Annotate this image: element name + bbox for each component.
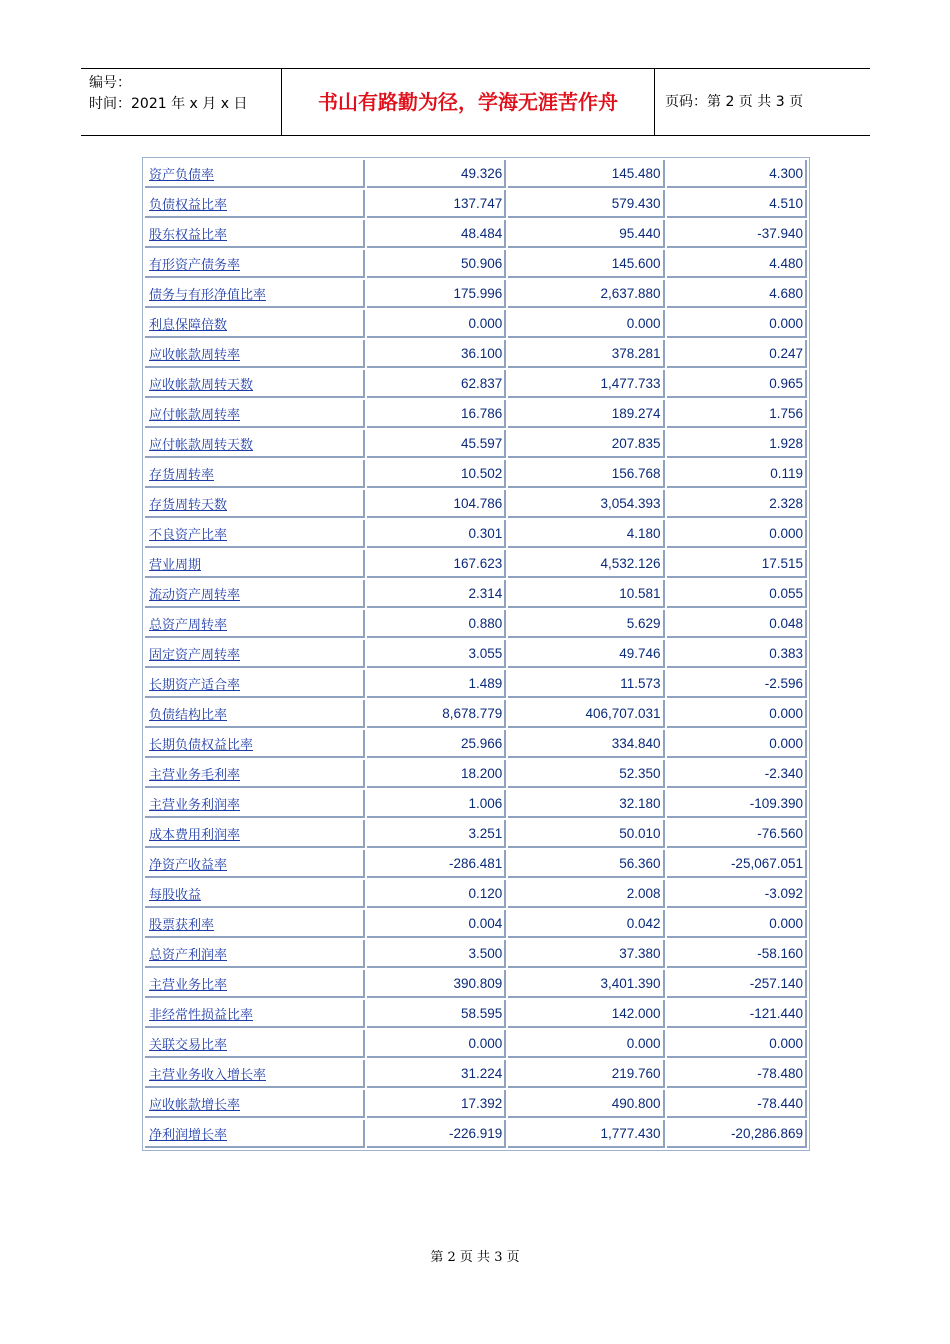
metric-link[interactable]: 应收帐款增长率 (149, 1097, 241, 1113)
value-cell-2: 10.581 (508, 580, 664, 608)
value-cell-2: 0.000 (508, 1030, 664, 1058)
value-cell-3: 0.000 (667, 520, 807, 548)
metric-name-cell (145, 1090, 365, 1118)
value-cell-1: 25.966 (367, 730, 506, 758)
value-cell-2: 4.180 (508, 520, 664, 548)
value-cell-3: 0.383 (667, 640, 807, 668)
value-cell-1: 0.880 (367, 610, 506, 638)
table-row (145, 970, 807, 998)
table-row (145, 1030, 807, 1058)
metric-link[interactable]: 应收帐款周转天数 (149, 377, 254, 393)
code-label: 编号： (89, 75, 131, 91)
value-cell-3: 0.000 (667, 310, 807, 338)
metric-link[interactable]: 非经常性损益比率 (149, 1007, 254, 1023)
metric-name-cell (145, 340, 365, 368)
metric-name-cell (145, 250, 365, 278)
header-meta (81, 69, 282, 135)
metric-link[interactable]: 每股收益 (149, 887, 202, 903)
value-cell-3: 0.119 (667, 460, 807, 488)
value-cell-1: 1.489 (367, 670, 506, 698)
metric-link[interactable]: 流动资产周转率 (149, 587, 241, 603)
value-cell-3: 0.048 (667, 610, 807, 638)
metric-name-cell (145, 610, 365, 638)
value-cell-1: 0.301 (367, 520, 506, 548)
metric-link[interactable]: 利息保障倍数 (149, 317, 228, 333)
metric-name-cell (145, 850, 365, 878)
value-cell-1: 17.392 (367, 1090, 506, 1118)
metric-link[interactable]: 固定资产周转率 (149, 647, 241, 663)
value-cell-1: 3.500 (367, 940, 506, 968)
metric-name-cell (145, 370, 365, 398)
value-cell-2: 207.835 (508, 430, 664, 458)
value-cell-3: -3.092 (667, 880, 807, 908)
value-cell-1: 48.484 (367, 220, 506, 248)
table-row (145, 430, 807, 458)
value-cell-3: -78.440 (667, 1090, 807, 1118)
value-cell-1: 62.837 (367, 370, 506, 398)
table-row (145, 370, 807, 398)
table-row (145, 550, 807, 578)
metric-name-cell (145, 1000, 365, 1028)
table-row (145, 640, 807, 668)
metric-link[interactable]: 资产负债率 (149, 167, 215, 183)
value-cell-1: 104.786 (367, 490, 506, 518)
metric-link[interactable]: 成本费用利润率 (149, 827, 241, 843)
value-cell-1: 31.224 (367, 1060, 506, 1088)
value-cell-1: -286.481 (367, 850, 506, 878)
metric-link[interactable]: 关联交易比率 (149, 1037, 228, 1053)
metric-link[interactable]: 应付帐款周转天数 (149, 437, 254, 453)
value-cell-3: 4.480 (667, 250, 807, 278)
table-row (145, 610, 807, 638)
metric-name-cell (145, 520, 365, 548)
value-cell-2: 406,707.031 (508, 700, 664, 728)
value-cell-2: 142.000 (508, 1000, 664, 1028)
value-cell-2: 490.800 (508, 1090, 664, 1118)
table-row (145, 1120, 807, 1148)
value-cell-2: 156.768 (508, 460, 664, 488)
header-motto: 书山有路勤为径，学海无涯苦作舟 (282, 69, 655, 135)
value-cell-1: 2.314 (367, 580, 506, 608)
metric-name-cell (145, 430, 365, 458)
header-page-info: 页码：第 2 页 共 3 页 (665, 94, 804, 110)
value-cell-3: 0.247 (667, 340, 807, 368)
value-cell-2: 0.000 (508, 310, 664, 338)
value-cell-3: 1.756 (667, 400, 807, 428)
value-cell-3: -2.340 (667, 760, 807, 788)
metric-name-cell (145, 310, 365, 338)
metric-link[interactable]: 应收帐款周转率 (149, 347, 241, 363)
table-row (145, 1000, 807, 1028)
value-cell-1: 8,678.779 (367, 700, 506, 728)
table-row (145, 700, 807, 728)
value-cell-2: 145.480 (508, 160, 664, 188)
metric-link[interactable]: 负债结构比率 (149, 707, 228, 723)
value-cell-3: 0.965 (667, 370, 807, 398)
metric-link[interactable]: 主营业务比率 (149, 977, 228, 993)
metric-name-cell (145, 190, 365, 218)
value-cell-3: -76.560 (667, 820, 807, 848)
metric-name-cell (145, 670, 365, 698)
value-cell-3: -58.160 (667, 940, 807, 968)
value-cell-2: 1,477.733 (508, 370, 664, 398)
table-row (145, 940, 807, 968)
metric-name-cell (145, 220, 365, 248)
value-cell-3: 17.515 (667, 550, 807, 578)
value-cell-3: 4.510 (667, 190, 807, 218)
metric-name-cell (145, 580, 365, 608)
table-row (145, 490, 807, 518)
value-cell-2: 50.010 (508, 820, 664, 848)
metric-name-cell (145, 1060, 365, 1088)
value-cell-2: 2,637.880 (508, 280, 664, 308)
value-cell-2: 56.360 (508, 850, 664, 878)
metric-link[interactable]: 总资产利润率 (149, 947, 228, 963)
value-cell-3: 0.000 (667, 730, 807, 758)
value-cell-2: 4,532.126 (508, 550, 664, 578)
table-row (145, 520, 807, 548)
value-cell-3: -25,067.051 (667, 850, 807, 878)
page-footer: 第 2 页 共 3 页 (430, 1250, 520, 1265)
metric-name-cell (145, 160, 365, 188)
metric-link[interactable]: 净资产收益率 (149, 857, 228, 873)
metric-link[interactable]: 股票获利率 (149, 917, 215, 933)
value-cell-2: 378.281 (508, 340, 664, 368)
value-cell-1: 49.326 (367, 160, 506, 188)
metric-name-cell (145, 640, 365, 668)
value-cell-1: 45.597 (367, 430, 506, 458)
financial-ratio-table (142, 157, 810, 1151)
metric-link[interactable]: 主营业务利润率 (149, 797, 241, 813)
value-cell-3: 0.000 (667, 1030, 807, 1058)
metric-name-cell (145, 550, 365, 578)
metric-link[interactable]: 负债权益比率 (149, 197, 228, 213)
metric-link[interactable]: 不良资产比率 (149, 527, 228, 543)
metric-name-cell (145, 880, 365, 908)
metric-name-cell (145, 490, 365, 518)
metric-name-cell (145, 1030, 365, 1058)
metric-link[interactable]: 债务与有形净值比率 (149, 287, 267, 303)
value-cell-3: 4.300 (667, 160, 807, 188)
value-cell-3: 0.000 (667, 910, 807, 938)
value-cell-1: -226.919 (367, 1120, 506, 1148)
metric-name-cell (145, 280, 365, 308)
value-cell-2: 145.600 (508, 250, 664, 278)
value-cell-2: 334.840 (508, 730, 664, 758)
value-cell-2: 0.042 (508, 910, 664, 938)
metric-link[interactable]: 主营业务收入增长率 (149, 1067, 267, 1083)
table-row (145, 250, 807, 278)
table-row (145, 670, 807, 698)
value-cell-1: 0.000 (367, 310, 506, 338)
value-cell-1: 3.251 (367, 820, 506, 848)
value-cell-1: 58.595 (367, 1000, 506, 1028)
metric-link[interactable]: 主营业务毛利率 (149, 767, 241, 783)
metric-name-cell (145, 460, 365, 488)
value-cell-2: 3,401.390 (508, 970, 664, 998)
value-cell-1: 18.200 (367, 760, 506, 788)
page-header (81, 68, 870, 136)
table-row (145, 880, 807, 908)
table-row (145, 310, 807, 338)
value-cell-2: 37.380 (508, 940, 664, 968)
table-row (145, 160, 807, 188)
value-cell-2: 579.430 (508, 190, 664, 218)
table-row (145, 790, 807, 818)
metric-name-cell (145, 400, 365, 428)
metric-link[interactable]: 应付帐款周转率 (149, 407, 241, 423)
table-row (145, 580, 807, 608)
value-cell-2: 49.746 (508, 640, 664, 668)
table-row (145, 1090, 807, 1118)
value-cell-3: -109.390 (667, 790, 807, 818)
metric-name-cell (145, 790, 365, 818)
metric-link[interactable]: 长期资产适合率 (149, 677, 241, 693)
table-row (145, 220, 807, 248)
metric-link[interactable]: 股东权益比率 (149, 227, 228, 243)
value-cell-1: 36.100 (367, 340, 506, 368)
value-cell-3: 0.000 (667, 700, 807, 728)
value-cell-1: 50.906 (367, 250, 506, 278)
metric-name-cell (145, 910, 365, 938)
metric-link[interactable]: 净利润增长率 (149, 1127, 228, 1143)
metric-name-cell (145, 970, 365, 998)
value-cell-1: 390.809 (367, 970, 506, 998)
value-cell-3: 0.055 (667, 580, 807, 608)
value-cell-3: -2.596 (667, 670, 807, 698)
table-row (145, 910, 807, 938)
metric-link[interactable]: 营业周期 (149, 557, 202, 573)
metric-name-cell (145, 760, 365, 788)
value-cell-1: 137.747 (367, 190, 506, 218)
value-cell-3: -78.480 (667, 1060, 807, 1088)
table-row (145, 190, 807, 218)
table-row (145, 460, 807, 488)
value-cell-1: 0.120 (367, 880, 506, 908)
time-label: 时间：2021 年 x 月 x 日 (89, 96, 248, 112)
metric-name-cell (145, 1120, 365, 1148)
metric-link[interactable]: 存货周转天数 (149, 497, 228, 513)
metric-link[interactable]: 存货周转率 (149, 467, 215, 483)
metric-link[interactable]: 长期负债权益比率 (149, 737, 254, 753)
value-cell-1: 10.502 (367, 460, 506, 488)
value-cell-1: 3.055 (367, 640, 506, 668)
value-cell-1: 167.623 (367, 550, 506, 578)
value-cell-2: 52.350 (508, 760, 664, 788)
value-cell-1: 0.000 (367, 1030, 506, 1058)
value-cell-2: 2.008 (508, 880, 664, 908)
metric-name-cell (145, 940, 365, 968)
table-row (145, 400, 807, 428)
value-cell-2: 3,054.393 (508, 490, 664, 518)
value-cell-3: 1.928 (667, 430, 807, 458)
value-cell-3: -37.940 (667, 220, 807, 248)
table-row (145, 760, 807, 788)
value-cell-2: 95.440 (508, 220, 664, 248)
table-row (145, 820, 807, 848)
table-row (145, 850, 807, 878)
value-cell-2: 1,777.430 (508, 1120, 664, 1148)
metric-name-cell (145, 730, 365, 758)
value-cell-2: 189.274 (508, 400, 664, 428)
table-row (145, 280, 807, 308)
metric-name-cell (145, 820, 365, 848)
value-cell-1: 16.786 (367, 400, 506, 428)
table-row (145, 1060, 807, 1088)
table-row (145, 340, 807, 368)
metric-link[interactable]: 总资产周转率 (149, 617, 228, 633)
value-cell-3: 2.328 (667, 490, 807, 518)
value-cell-3: 4.680 (667, 280, 807, 308)
table-row (145, 730, 807, 758)
metric-link[interactable]: 有形资产债务率 (149, 257, 241, 273)
value-cell-1: 175.996 (367, 280, 506, 308)
value-cell-3: -257.140 (667, 970, 807, 998)
value-cell-1: 0.004 (367, 910, 506, 938)
metric-name-cell (145, 700, 365, 728)
value-cell-2: 32.180 (508, 790, 664, 818)
value-cell-2: 5.629 (508, 610, 664, 638)
value-cell-2: 11.573 (508, 670, 664, 698)
value-cell-2: 219.760 (508, 1060, 664, 1088)
value-cell-3: -121.440 (667, 1000, 807, 1028)
value-cell-1: 1.006 (367, 790, 506, 818)
value-cell-3: -20,286.869 (667, 1120, 807, 1148)
